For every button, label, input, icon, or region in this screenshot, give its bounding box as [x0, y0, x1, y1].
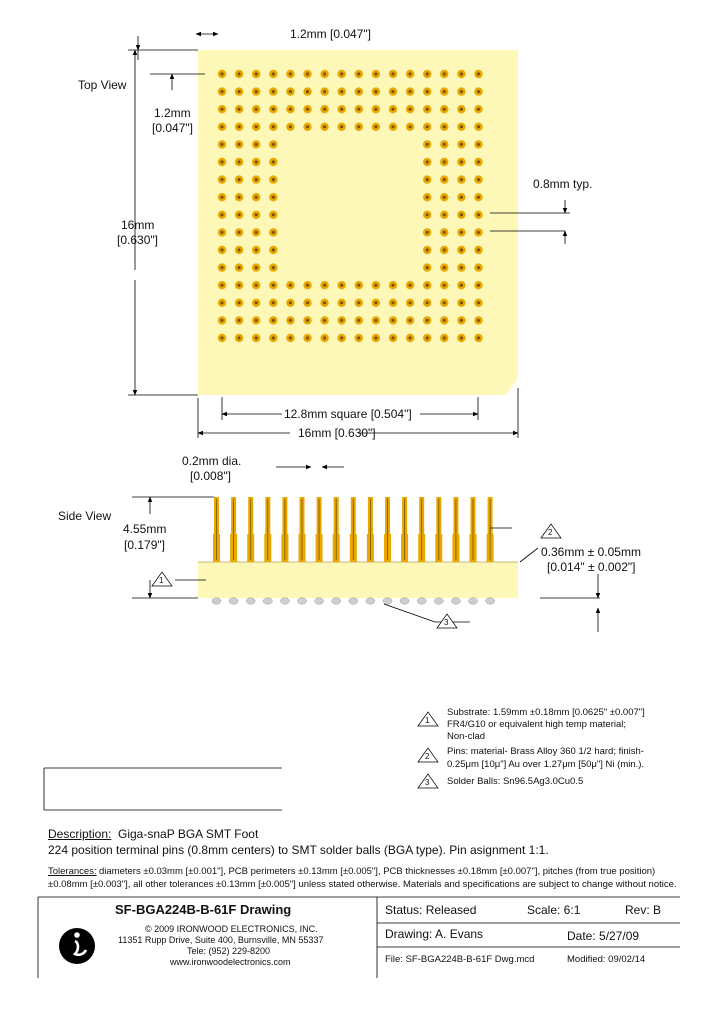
callout-1-label: 1: [159, 576, 164, 585]
pad: [269, 105, 277, 113]
pad: [423, 316, 431, 324]
pad: [440, 246, 448, 254]
pad: [457, 281, 465, 289]
side-view-title: Side View: [58, 509, 112, 523]
pad: [320, 316, 328, 324]
pad: [235, 193, 243, 201]
pad: [252, 316, 260, 324]
pad: [303, 281, 311, 289]
pad: [235, 175, 243, 183]
pad: [372, 281, 380, 289]
pad: [269, 123, 277, 131]
pad: [338, 316, 346, 324]
pad: [372, 316, 380, 324]
pad: [440, 299, 448, 307]
pad: [406, 281, 414, 289]
pad: [474, 281, 482, 289]
status: Status: Released: [385, 903, 477, 917]
solder-ball: [332, 598, 341, 604]
pad: [235, 105, 243, 113]
pad: [252, 123, 260, 131]
pad: [440, 140, 448, 148]
pad: [372, 70, 380, 78]
pin-dia-in: [0.008"]: [190, 469, 231, 483]
pad: [406, 299, 414, 307]
pad: [406, 316, 414, 324]
pad: [440, 281, 448, 289]
pad: [269, 299, 277, 307]
pad: [218, 263, 226, 271]
pad: [423, 158, 431, 166]
solder-ball: [383, 598, 392, 604]
pad: [218, 140, 226, 148]
pad: [423, 105, 431, 113]
description-text: 224 position terminal pins (0.8mm centers) to SMT solder balls (BGA type). Pin asignment 1:1.: [48, 843, 549, 857]
pad: [423, 228, 431, 236]
note-1-line3: Non-clad: [447, 731, 486, 742]
pad: [218, 211, 226, 219]
pad: [218, 246, 226, 254]
pad: [474, 263, 482, 271]
pad: [457, 211, 465, 219]
side-pin: [350, 497, 357, 562]
company-address: 11351 Rupp Drive, Suite 400, Burnsville, MN 55337: [118, 935, 324, 945]
pad: [372, 87, 380, 95]
description-title: Giga-snaP BGA SMT Foot: [118, 827, 259, 841]
pad: [303, 316, 311, 324]
pad: [252, 211, 260, 219]
pad: [389, 281, 397, 289]
solder-ball: [246, 598, 255, 604]
pad: [286, 281, 294, 289]
pad: [235, 228, 243, 236]
pad: [372, 299, 380, 307]
part-title: SF-BGA224B-B-61F Drawing: [115, 902, 292, 917]
solder-ball: [349, 598, 358, 604]
side-view-pins: [213, 497, 494, 562]
side-pitch-in: [0.047"]: [152, 121, 193, 135]
pad: [320, 105, 328, 113]
pad: [303, 123, 311, 131]
pad: [303, 70, 311, 78]
pad: [440, 316, 448, 324]
pad: [252, 193, 260, 201]
pad: [252, 246, 260, 254]
pad: [235, 123, 243, 131]
solder-ball: [434, 598, 443, 604]
pad: [286, 334, 294, 342]
ironwood-logo: [59, 928, 95, 964]
pad: [355, 87, 363, 95]
side-pin: [401, 497, 408, 562]
pad: [457, 175, 465, 183]
pad: [320, 87, 328, 95]
pad: [235, 87, 243, 95]
pad: [355, 105, 363, 113]
pad: [474, 123, 482, 131]
pad: [457, 123, 465, 131]
pad: [269, 246, 277, 254]
solder-ball: [469, 598, 478, 604]
pad: [457, 228, 465, 236]
pad: [440, 87, 448, 95]
pad: [389, 70, 397, 78]
pad: [286, 87, 294, 95]
pad: [235, 334, 243, 342]
solder-ball: [212, 598, 221, 604]
pad: [440, 228, 448, 236]
description-label: Description:: [48, 827, 112, 841]
pad: [320, 123, 328, 131]
pad: [440, 263, 448, 271]
pad: [423, 175, 431, 183]
pad: [338, 123, 346, 131]
side-pin: [333, 497, 340, 562]
pad: [474, 299, 482, 307]
pad: [474, 158, 482, 166]
pad: [338, 87, 346, 95]
pad: [218, 228, 226, 236]
pad: [218, 158, 226, 166]
pad: [423, 246, 431, 254]
pad: [406, 334, 414, 342]
pad: [457, 105, 465, 113]
pad: [269, 158, 277, 166]
pad: [252, 175, 260, 183]
pad: [218, 70, 226, 78]
pad: [440, 158, 448, 166]
pad: [252, 299, 260, 307]
tolerances-line1: diameters ±0.03mm [±0.001"], PCB perimeters ±0.13mm [±0.005"], PCB thicknesses ±0.18mm [±0.007"], pitches (from true position): [99, 866, 656, 877]
pad: [269, 70, 277, 78]
pad: [338, 70, 346, 78]
pitch-typ: 0.8mm typ.: [533, 177, 593, 191]
side-pin: [487, 497, 494, 562]
height-mm: 16mm: [121, 218, 155, 232]
height-in: [0.630"]: [117, 233, 158, 247]
top-view-substrate: [198, 50, 518, 395]
note-2-number: 2: [425, 752, 430, 761]
pad: [269, 263, 277, 271]
drawing-date: Date: 5/27/09: [567, 929, 640, 943]
pad: [440, 334, 448, 342]
pad: [423, 299, 431, 307]
pad: [423, 140, 431, 148]
pad: [252, 140, 260, 148]
solder-ball: [315, 598, 324, 604]
side-pin: [384, 497, 391, 562]
callout-2-label: 2: [548, 528, 553, 537]
pad: [286, 316, 294, 324]
pad: [252, 70, 260, 78]
pad: [457, 193, 465, 201]
pad: [218, 334, 226, 342]
width-dimension: 16mm [0.630"]: [298, 426, 376, 440]
pad: [440, 211, 448, 219]
pad: [252, 105, 260, 113]
pad: [269, 211, 277, 219]
pad: [218, 299, 226, 307]
solder-ball: [417, 598, 426, 604]
pad: [355, 316, 363, 324]
note-2-line2: 0.25μm [10μ"] Au over 1.27μm [50μ"] Ni (min.).: [447, 759, 645, 770]
pad: [218, 281, 226, 289]
pad: [440, 175, 448, 183]
pad: [406, 70, 414, 78]
side-height-in: [0.179"]: [124, 538, 165, 552]
callout-3-label: 3: [444, 618, 449, 627]
pad: [389, 334, 397, 342]
pad: [372, 123, 380, 131]
pad: [355, 70, 363, 78]
pad: [372, 105, 380, 113]
pad: [218, 175, 226, 183]
solder-ball: [280, 598, 289, 604]
pad: [235, 246, 243, 254]
pad: [338, 334, 346, 342]
side-pin: [264, 497, 271, 562]
pad: [440, 105, 448, 113]
pad: [320, 334, 328, 342]
side-pin: [281, 497, 288, 562]
pad: [423, 193, 431, 201]
pad: [355, 334, 363, 342]
pad: [440, 123, 448, 131]
top-view-title: Top View: [78, 78, 127, 92]
pad: [320, 70, 328, 78]
pad: [474, 316, 482, 324]
pad: [474, 140, 482, 148]
pad: [338, 105, 346, 113]
side-pin: [230, 497, 237, 562]
pad: [389, 123, 397, 131]
pad: [457, 246, 465, 254]
file-name: File: SF-BGA224B-B-61F Dwg.mcd: [385, 954, 535, 965]
pad: [474, 334, 482, 342]
side-pin: [316, 497, 323, 562]
pad: [286, 105, 294, 113]
tolerances-label: Tolerances:: [48, 866, 97, 877]
company-phone: Tele: (952) 229-8200: [187, 946, 271, 956]
pad: [406, 105, 414, 113]
ball-dimension-mm: 0.36mm ± 0.05mm: [541, 545, 641, 559]
pad: [235, 140, 243, 148]
pad: [355, 299, 363, 307]
note-1-line2: FR4/G10 or equivalent high temp material;: [447, 719, 627, 730]
pad: [423, 281, 431, 289]
solder-ball: [263, 598, 272, 604]
pad: [440, 70, 448, 78]
note-3-line1: Solder Balls: Sn96.5Ag3.0Cu0.5: [447, 776, 584, 787]
pad: [423, 87, 431, 95]
side-height-mm: 4.55mm: [123, 522, 167, 536]
side-pin: [418, 497, 425, 562]
inner-square-dimension: 12.8mm square [0.504"]: [284, 407, 412, 421]
pad: [389, 316, 397, 324]
pad: [406, 123, 414, 131]
pad: [235, 263, 243, 271]
note-1-line1: Substrate: 1.59mm ±0.18mm [0.0625" ±0.007"]: [447, 707, 645, 718]
pad: [218, 87, 226, 95]
side-pin: [367, 497, 374, 562]
pad: [218, 193, 226, 201]
pad: [269, 334, 277, 342]
pad: [235, 158, 243, 166]
pad: [269, 140, 277, 148]
pad: [372, 334, 380, 342]
side-pin: [470, 497, 477, 562]
pad: [355, 123, 363, 131]
pad: [286, 123, 294, 131]
pad: [252, 334, 260, 342]
pad: [474, 193, 482, 201]
side-pin: [452, 497, 459, 562]
pad: [423, 70, 431, 78]
pad: [269, 87, 277, 95]
pad: [338, 281, 346, 289]
note-2-line1: Pins: material- Brass Alloy 360 1/2 hard; finish-: [447, 746, 644, 757]
pad: [320, 281, 328, 289]
pad: [389, 87, 397, 95]
pad: [423, 211, 431, 219]
pad: [269, 281, 277, 289]
modified-date: Modified: 09/02/14: [567, 954, 646, 965]
pad: [457, 158, 465, 166]
pad: [457, 299, 465, 307]
side-pin: [299, 497, 306, 562]
pad: [286, 299, 294, 307]
scale: Scale: 6:1: [527, 903, 581, 917]
pad: [440, 193, 448, 201]
pad: [320, 299, 328, 307]
pad: [338, 299, 346, 307]
pad: [474, 228, 482, 236]
side-pitch-mm: 1.2mm: [154, 106, 191, 120]
pad: [252, 281, 260, 289]
pad: [389, 299, 397, 307]
pad: [389, 105, 397, 113]
pad: [252, 228, 260, 236]
pad: [474, 211, 482, 219]
tolerances-line2: ±0.08mm [±0.003"], all other tolerances ±0.13mm [±0.005"] unless stated otherwise. Materials and specifications are subject to change without notice.: [48, 879, 677, 890]
pad: [474, 70, 482, 78]
pad: [252, 158, 260, 166]
side-view-solder-balls: [212, 598, 495, 604]
pad: [218, 316, 226, 324]
solder-ball: [400, 598, 409, 604]
pad: [218, 123, 226, 131]
pad: [457, 70, 465, 78]
pad: [474, 246, 482, 254]
pad: [235, 299, 243, 307]
pad: [406, 87, 414, 95]
pad: [457, 316, 465, 324]
pad: [252, 263, 260, 271]
drawn-by: Drawing: A. Evans: [385, 927, 484, 941]
pad: [269, 316, 277, 324]
company-name: © 2009 IRONWOOD ELECTRONICS, INC.: [145, 924, 318, 934]
pad: [423, 123, 431, 131]
revision: Rev: B: [625, 903, 662, 917]
solder-ball: [298, 598, 307, 604]
solder-ball: [451, 598, 460, 604]
pad: [269, 175, 277, 183]
pad: [457, 263, 465, 271]
pad: [235, 211, 243, 219]
pad: [252, 87, 260, 95]
pad: [235, 70, 243, 78]
side-pin: [213, 497, 220, 562]
pad: [474, 105, 482, 113]
pad: [423, 263, 431, 271]
pad: [235, 281, 243, 289]
pin-dia-mm: 0.2mm dia.: [182, 454, 242, 468]
pad: [303, 87, 311, 95]
side-pin: [247, 497, 254, 562]
top-pitch-dimension: 1.2mm [0.047"]: [290, 27, 371, 41]
ball-dimension-in: [0.014" ± 0.002"]: [547, 560, 636, 574]
pad: [457, 334, 465, 342]
pad: [269, 193, 277, 201]
pad: [355, 281, 363, 289]
pad: [474, 87, 482, 95]
pad: [423, 334, 431, 342]
pad: [303, 334, 311, 342]
note-1-number: 1: [425, 716, 430, 725]
solder-ball: [229, 598, 238, 604]
pad: [235, 316, 243, 324]
pad: [286, 70, 294, 78]
pad: [218, 105, 226, 113]
pad: [457, 140, 465, 148]
side-view-substrate: [198, 562, 518, 598]
solder-ball: [486, 598, 495, 604]
side-pin: [435, 497, 442, 562]
pad: [303, 105, 311, 113]
pad: [303, 299, 311, 307]
note-3-number: 3: [425, 778, 430, 787]
company-website: www.ironwoodelectronics.com: [170, 957, 291, 967]
pad: [474, 175, 482, 183]
solder-ball: [366, 598, 375, 604]
pad: [269, 228, 277, 236]
pad: [457, 87, 465, 95]
